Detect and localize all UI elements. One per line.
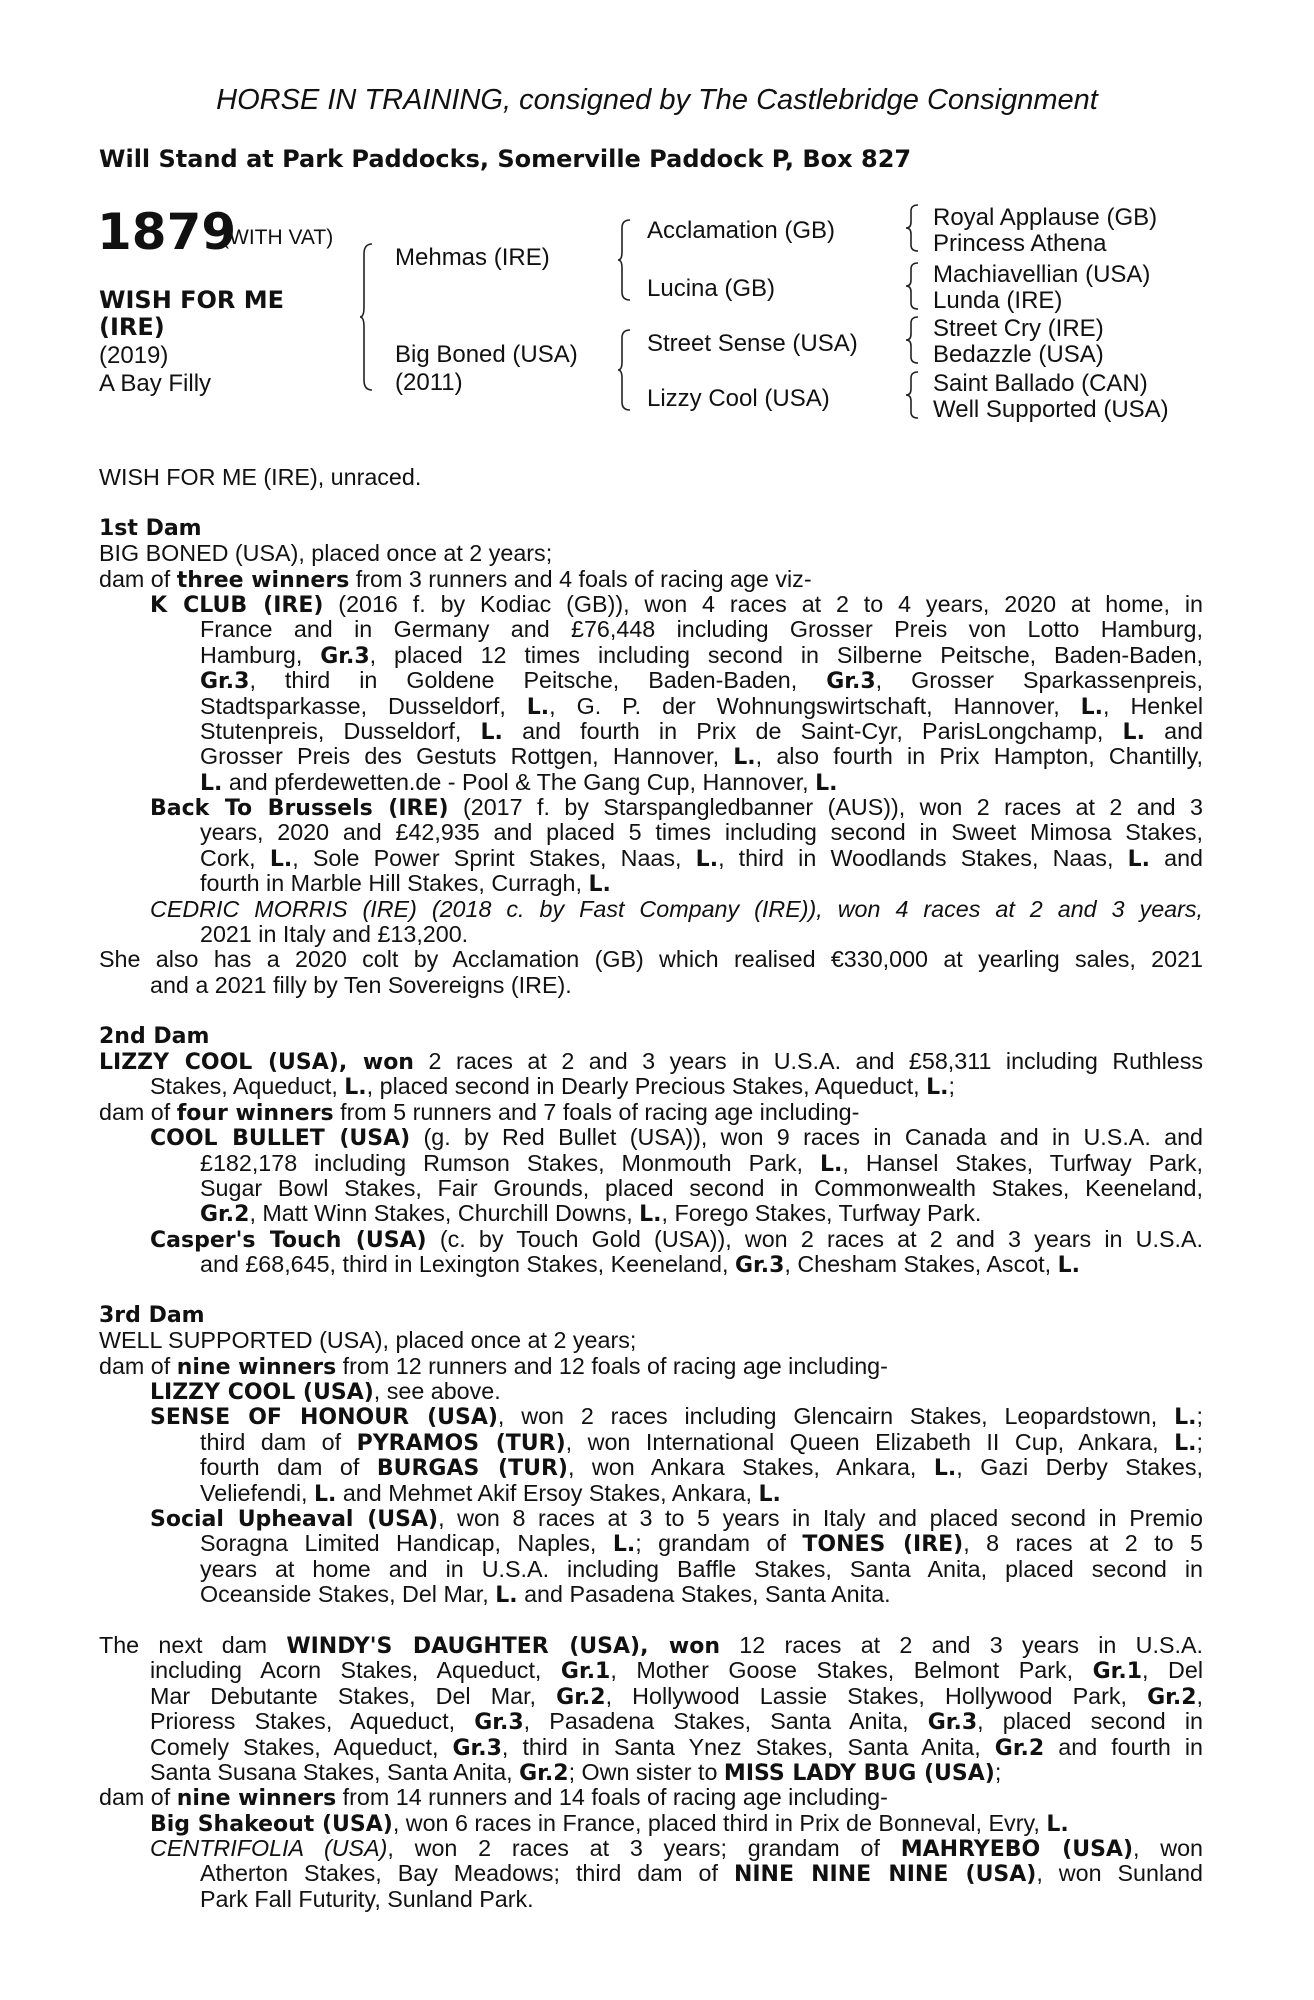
pedigree-g7: Saint Ballado (CAN) [933, 370, 1148, 397]
progeny-line [99, 1379, 1203, 1404]
text-run: L. [1127, 846, 1150, 872]
text-run: L. [639, 1202, 662, 1228]
pedigree-g5: Street Cry (IRE) [933, 315, 1104, 342]
text-run: 12 races at 2 and 3 years in U.S.A. [719, 1631, 1203, 1658]
text-run: Stadtsparkasse, Dusseldorf, [200, 692, 527, 719]
pedigree-g3: Machiavellian (USA) [933, 261, 1151, 288]
text-run: L. [933, 1456, 957, 1482]
text-run: L. [733, 745, 756, 771]
text-run: dam of [99, 1784, 177, 1811]
text-run: , Mother Goose Stakes, Belmont Park, [610, 1657, 1093, 1684]
text-run: Gr.3 [200, 669, 250, 695]
text-run: COOL BULLET (USA) [150, 1126, 411, 1152]
text-run: L. [1122, 719, 1145, 745]
pedigree-dam: Big Boned (USA) [395, 341, 578, 368]
text-run: and [1149, 844, 1204, 871]
text-run: LIZZY COOL (USA) [150, 1380, 374, 1406]
pedigree-brace-g2 [906, 261, 920, 311]
text-run: L. [1174, 1430, 1197, 1456]
progeny-line [99, 643, 1203, 668]
pedigree-g2: Princess Athena [933, 230, 1107, 257]
progeny-line [99, 719, 1203, 744]
next-dam-line [99, 1633, 1203, 1658]
next-dam-line [99, 1709, 1203, 1734]
first-dam-heading: 1st Dam [99, 515, 202, 541]
next-dam-line [99, 1658, 1203, 1683]
text-run: , placed second in Dearly Precious Stakes, Aqueduct, [366, 1073, 927, 1100]
pedigree-g1: Royal Applause (GB) [933, 204, 1158, 231]
text-run: Gr.3 [474, 1710, 524, 1736]
text-run: MAHRYEBO (USA) [900, 1837, 1134, 1863]
text-run: , Pasadena Stakes, Santa Anita, [523, 1708, 928, 1735]
pedigree-sire: Mehmas (IRE) [395, 244, 550, 271]
text-run: Comely Stakes, Aqueduct, [150, 1733, 453, 1760]
text-run: The next dam [99, 1631, 287, 1658]
text-run: TONES (IRE) [802, 1532, 964, 1558]
text-run: , also fourth in Prix Hampton, Chantilly, [755, 743, 1204, 770]
text-run: Prioress Stakes, Aqueduct, [150, 1708, 475, 1735]
text-run: Gr.2 [556, 1684, 606, 1710]
text-run: , Chesham Stakes, Ascot, [784, 1251, 1058, 1278]
progeny-line [99, 1811, 1203, 1836]
produce-note [99, 973, 1203, 998]
second-dam-produce-line [99, 1100, 1203, 1125]
text-run: , won Ankara Stakes, Ankara, [567, 1454, 934, 1481]
progeny-line [99, 1125, 1203, 1150]
text-run: L. [612, 1532, 636, 1558]
text-run: third dam of [200, 1428, 357, 1455]
text-run: L. [1046, 1811, 1069, 1837]
text-run: Oceanside Stakes, Del Mar, [200, 1581, 496, 1608]
text-run: BURGAS (TUR) [376, 1456, 568, 1482]
text-run: , won 2 races at 3 years; grandam of [387, 1835, 901, 1862]
text-run: , Forego Stakes, Turfway Park. [661, 1200, 982, 1227]
text-run: Big Shakeout (USA) [150, 1811, 393, 1837]
text-run: Gr.2 [1147, 1684, 1197, 1710]
text-run: , won 2 races including Glencairn Stakes, Leopardstown, [497, 1403, 1175, 1430]
progeny-line [99, 1531, 1203, 1556]
text-run: L. [313, 1481, 337, 1507]
text-run: , won 8 races at 3 to 5 years in Italy and placed second in Premio [438, 1505, 1203, 1532]
pedigree-dam-sire: Street Sense (USA) [647, 330, 858, 357]
text-run: , won [640, 1633, 720, 1659]
progeny-line [99, 1151, 1203, 1176]
text-run: Park Fall Futurity, Sunland Park. [200, 1885, 534, 1912]
pedigree-g6: Bedazzle (USA) [933, 341, 1104, 368]
progeny-line [99, 1455, 1203, 1480]
text-run: , [1196, 1682, 1204, 1709]
text-run: PYRAMOS (TUR) [356, 1430, 566, 1456]
progeny-line [99, 1252, 1203, 1277]
text-run: L. [588, 872, 611, 898]
text-run: from 3 runners and 4 foals of racing age viz- [349, 565, 812, 592]
text-run: Mar Debutante Stakes, Del Mar, [150, 1682, 557, 1709]
text-run: Gr.3 [320, 643, 370, 669]
text-run: France and in Germany and £76,448 including Grosser Preis von Lotto Hamburg, [200, 616, 1203, 643]
text-run: L. [815, 770, 838, 796]
progeny-line [99, 668, 1203, 693]
text-run: L. [820, 1151, 843, 1177]
pedigree-g4: Lunda (IRE) [933, 287, 1063, 314]
progeny-line [99, 1176, 1203, 1201]
pedigree-brace-sire [618, 218, 632, 302]
progeny-line [99, 1404, 1203, 1429]
progeny-line [99, 770, 1203, 795]
text-run: ; [1196, 1403, 1204, 1430]
text-run: , Gazi Derby Stakes, [956, 1454, 1203, 1481]
text-run: MISS LADY BUG (USA) [723, 1760, 995, 1786]
text-run: L. [269, 846, 293, 872]
text-run: (2016 f. by Kodiac (GB)), won 4 races at 2 to 4 years, 2020 at home, in [323, 590, 1203, 617]
text-run: £182,178 including Rumson Stakes, Monmouth Park, [200, 1149, 820, 1176]
text-run: , 8 races at 2 to 5 [963, 1530, 1204, 1557]
text-run: , G. P. der Wohnungswirtschaft, Hannover, [549, 692, 1081, 719]
text-run: and pferdewetten.de - Pool & The Gang Cup, Hannover, [222, 768, 816, 795]
text-run: LIZZY COOL (USA) [99, 1049, 339, 1075]
text-run: , Hollywood Lassie Stakes, Hollywood Park, [605, 1682, 1148, 1709]
progeny-line [99, 922, 1203, 947]
text-run: Gr.3 [927, 1710, 978, 1736]
text-run: Hamburg, [200, 641, 321, 668]
lot-number: 1879 [97, 203, 237, 261]
text-run: Grosser Preis des Gestuts Rottgen, Hannover, [200, 743, 734, 770]
text-run: , third in Woodlands Stakes, Naas, [718, 844, 1128, 871]
text-run: ; Own sister to [568, 1758, 724, 1785]
horse-description: A Bay Filly [99, 370, 212, 397]
text-run: , won [338, 1049, 414, 1075]
text-run: three winners [176, 567, 350, 593]
text-run: Gr.1 [560, 1659, 611, 1685]
text-run: dam of [99, 1352, 177, 1379]
text-run: , third in Santa Ynez Stakes, Santa Anita, [501, 1733, 995, 1760]
progeny-line [99, 1481, 1203, 1506]
text-run: , Matt Winn Stakes, Churchill Downs, [249, 1200, 640, 1227]
progeny-line [99, 1887, 1203, 1912]
text-run: ; grandam of [635, 1530, 803, 1557]
text-run: ; [994, 1758, 1002, 1785]
progeny-line [99, 1836, 1203, 1861]
pedigree-sire-dam: Lucina (GB) [647, 275, 776, 302]
catalogue-body [99, 465, 1203, 1912]
progeny-line [99, 897, 1203, 922]
text-run: L. [1057, 1253, 1080, 1279]
progeny-line [99, 1430, 1203, 1455]
text-run: Veliefendi, [200, 1479, 314, 1506]
text-run: Gr.3 [734, 1253, 785, 1279]
text-run: She also has a 2020 colt by Acclamation (GB) which realised €330,000 at yearling sales, 2021 [99, 946, 1203, 973]
text-run: L. [1174, 1405, 1197, 1431]
text-run: CENTRIFOLIA (USA) [150, 1835, 388, 1862]
text-run: Stakes, Aqueduct, [150, 1073, 345, 1100]
vat-note: (WITH VAT) [222, 226, 334, 249]
text-run: , won International Queen Elizabeth II Cup, Ankara, [565, 1428, 1175, 1455]
text-run: , placed 12 times including second in Silberne Peitsche, Baden-Baden, [369, 641, 1203, 668]
progeny-line [99, 1201, 1203, 1226]
next-dam-produce-line [99, 1785, 1203, 1810]
text-run: L. [926, 1075, 949, 1101]
text-run: Gr.2 [519, 1760, 569, 1786]
text-run: , Sole Power Sprint Stakes, Naas, [292, 844, 696, 871]
text-run: , won 6 races in France, placed third in Prix de Bonneval, Evry, [392, 1809, 1047, 1836]
text-run: and £68,645, third in Lexington Stakes, Keeneland, [200, 1251, 735, 1278]
text-run: and fourth in [1044, 1733, 1203, 1760]
progeny-line [99, 1861, 1203, 1886]
pedigree-brace-g1 [906, 203, 920, 253]
text-run: years at home and in U.S.A. including Baffle Stakes, Santa Anita, placed second in [200, 1555, 1203, 1582]
text-run: Atherton Stakes, Bay Meadows; third dam of [200, 1860, 734, 1887]
text-run: ; [1196, 1428, 1203, 1455]
text-run: Back To Brussels (IRE) [150, 796, 449, 822]
text-run: 2 races at 2 and 3 years in U.S.A. and £58,311 including Ruthless [413, 1047, 1203, 1074]
pedigree-brace-dam [618, 328, 632, 412]
progeny-line [99, 871, 1203, 896]
pedigree-sire-sire: Acclamation (GB) [647, 217, 836, 244]
text-run: Cork, [200, 844, 270, 871]
progeny-line [99, 744, 1203, 769]
text-run: , Grosser Sparkassenpreis, [875, 667, 1203, 694]
text-run: L. [695, 846, 719, 872]
text-run: and Pasadena Stakes, Santa Anita. [517, 1581, 891, 1608]
text-run: , Hansel Stakes, Turfway Park, [842, 1149, 1203, 1176]
text-run: Stutenpreis, Dusseldorf, [200, 717, 481, 744]
text-run: fourth in Marble Hill Stakes, Curragh, [200, 870, 589, 897]
text-run: , see above. [373, 1378, 501, 1405]
progeny-line [99, 1557, 1203, 1582]
next-dam-line [99, 1735, 1203, 1760]
text-run: L. [1080, 694, 1104, 720]
progeny-line [99, 617, 1203, 642]
progeny-line [99, 1506, 1203, 1531]
text-run: , won Sunland [1036, 1860, 1204, 1887]
text-run: , third in Goldene Peitsche, Baden-Baden, [249, 667, 827, 694]
text-run: (2017 f. by Starspangledbanner (AUS)), won 2 races at 2 and 3 [448, 794, 1203, 821]
text-run: and [1144, 717, 1203, 744]
text-run: NINE NINE NINE (USA) [733, 1862, 1037, 1888]
text-run: nine winners [176, 1354, 337, 1380]
text-run: Gr.1 [1092, 1659, 1143, 1685]
text-run: Santa Susana Stakes, Santa Anita, [150, 1758, 520, 1785]
text-run: from 5 runners and 7 foals of racing age including- [333, 1098, 860, 1125]
text-run: Gr.3 [826, 669, 876, 695]
first-dam-line: BIG BONED (USA), placed once at 2 years; [99, 540, 553, 567]
intro-line: WISH FOR ME (IRE), unraced. [99, 464, 422, 490]
text-run: from 12 runners and 12 foals of racing age including- [336, 1352, 888, 1379]
second-dam-line [99, 1049, 1203, 1074]
text-run: (g. by Red Bullet (USA)), won 9 races in Canada and in U.S.A. and [410, 1124, 1204, 1151]
text-run: L. [495, 1583, 518, 1609]
produce-note [99, 947, 1203, 972]
text-run: ; [948, 1073, 955, 1100]
pedigree-dam-year: (2011) [395, 369, 463, 396]
progeny-line [99, 795, 1203, 820]
text-run: dam of [99, 565, 177, 592]
third-dam-line: WELL SUPPORTED (USA), placed once at 2 years; [99, 1327, 637, 1354]
page-header: HORSE IN TRAINING, consigned by The Castlebridge Consignment [216, 84, 1098, 116]
text-run: WINDY'S DAUGHTER (USA) [286, 1633, 641, 1659]
pedigree-brace-g4 [906, 370, 920, 420]
second-dam-heading: 2nd Dam [99, 1023, 210, 1049]
text-run: years, 2020 and £42,935 and placed 5 times including second in Sweet Mimosa Stakes, [200, 819, 1203, 846]
text-run: L. [200, 770, 223, 796]
text-run: , placed second in [977, 1708, 1203, 1735]
stand-location: Will Stand at Park Paddocks, Somerville Paddock P, Box 827 [99, 145, 912, 173]
pedigree-brace-main [360, 242, 374, 392]
next-dam-line [99, 1760, 1203, 1785]
progeny-line [99, 1582, 1203, 1607]
text-run: including Acorn Stakes, Aqueduct, [150, 1657, 561, 1684]
next-dam-line [99, 1684, 1203, 1709]
text-run: SENSE OF HONOUR (USA) [150, 1405, 498, 1431]
text-run: , Del [1142, 1657, 1203, 1684]
text-run: nine winners [176, 1786, 337, 1812]
first-dam-produce-line [99, 567, 1203, 592]
text-run: (c. by Touch Gold (USA)), won 2 races at 2 and 3 years in U.S.A. [426, 1225, 1203, 1252]
text-run: L. [480, 719, 503, 745]
pedigree-dam-dam: Lizzy Cool (USA) [647, 385, 830, 412]
horse-name: WISH FOR ME (IRE) [99, 286, 285, 341]
progeny-line [99, 694, 1203, 719]
horse-year: (2019) [99, 342, 169, 369]
text-run: , won [1133, 1835, 1204, 1862]
text-run: 2021 in Italy and £13,200. [200, 921, 469, 948]
third-dam-produce-line [99, 1354, 1203, 1379]
third-dam-heading: 3rd Dam [99, 1302, 205, 1328]
text-run: and a 2021 filly by Ten Sovereigns (IRE). [150, 971, 572, 998]
text-run: , Henkel [1103, 692, 1203, 719]
text-run: from 14 runners and 14 foals of racing age including- [336, 1784, 888, 1811]
text-run: Gr.3 [452, 1735, 502, 1761]
text-run: Gr.2 [994, 1735, 1045, 1761]
text-run: Social Upheaval (USA) [150, 1507, 439, 1533]
text-run: and fourth in Prix de Saint-Cyr, ParisLongchamp, [502, 717, 1123, 744]
text-run: CEDRIC MORRIS (IRE) (2018 c. by Fast Company (IRE)), won 4 races at 2 and 3 years, [150, 895, 1203, 922]
pedigree-g8: Well Supported (USA) [933, 396, 1169, 423]
text-run: four winners [176, 1100, 334, 1126]
text-run: dam of [99, 1098, 177, 1125]
text-run: Sugar Bowl Stakes, Fair Grounds, placed second in Commonwealth Stakes, Keeneland, [200, 1174, 1203, 1201]
text-run: Gr.2 [200, 1202, 250, 1228]
second-dam-line [99, 1074, 1203, 1099]
pedigree-brace-g3 [906, 315, 920, 365]
progeny-line [99, 1227, 1203, 1252]
text-run: K CLUB (IRE) [150, 592, 324, 618]
text-run: and Mehmet Akif Ersoy Stakes, Ankara, [336, 1479, 759, 1506]
text-run: Soragna Limited Handicap, Naples, [200, 1530, 613, 1557]
progeny-line [99, 592, 1203, 617]
progeny-line [99, 820, 1203, 845]
text-run: L. [526, 694, 550, 720]
text-run: fourth dam of [200, 1454, 377, 1481]
text-run: L. [758, 1481, 781, 1507]
text-run: Casper's Touch (USA) [150, 1227, 427, 1253]
text-run: L. [344, 1075, 367, 1101]
progeny-line [99, 846, 1203, 871]
